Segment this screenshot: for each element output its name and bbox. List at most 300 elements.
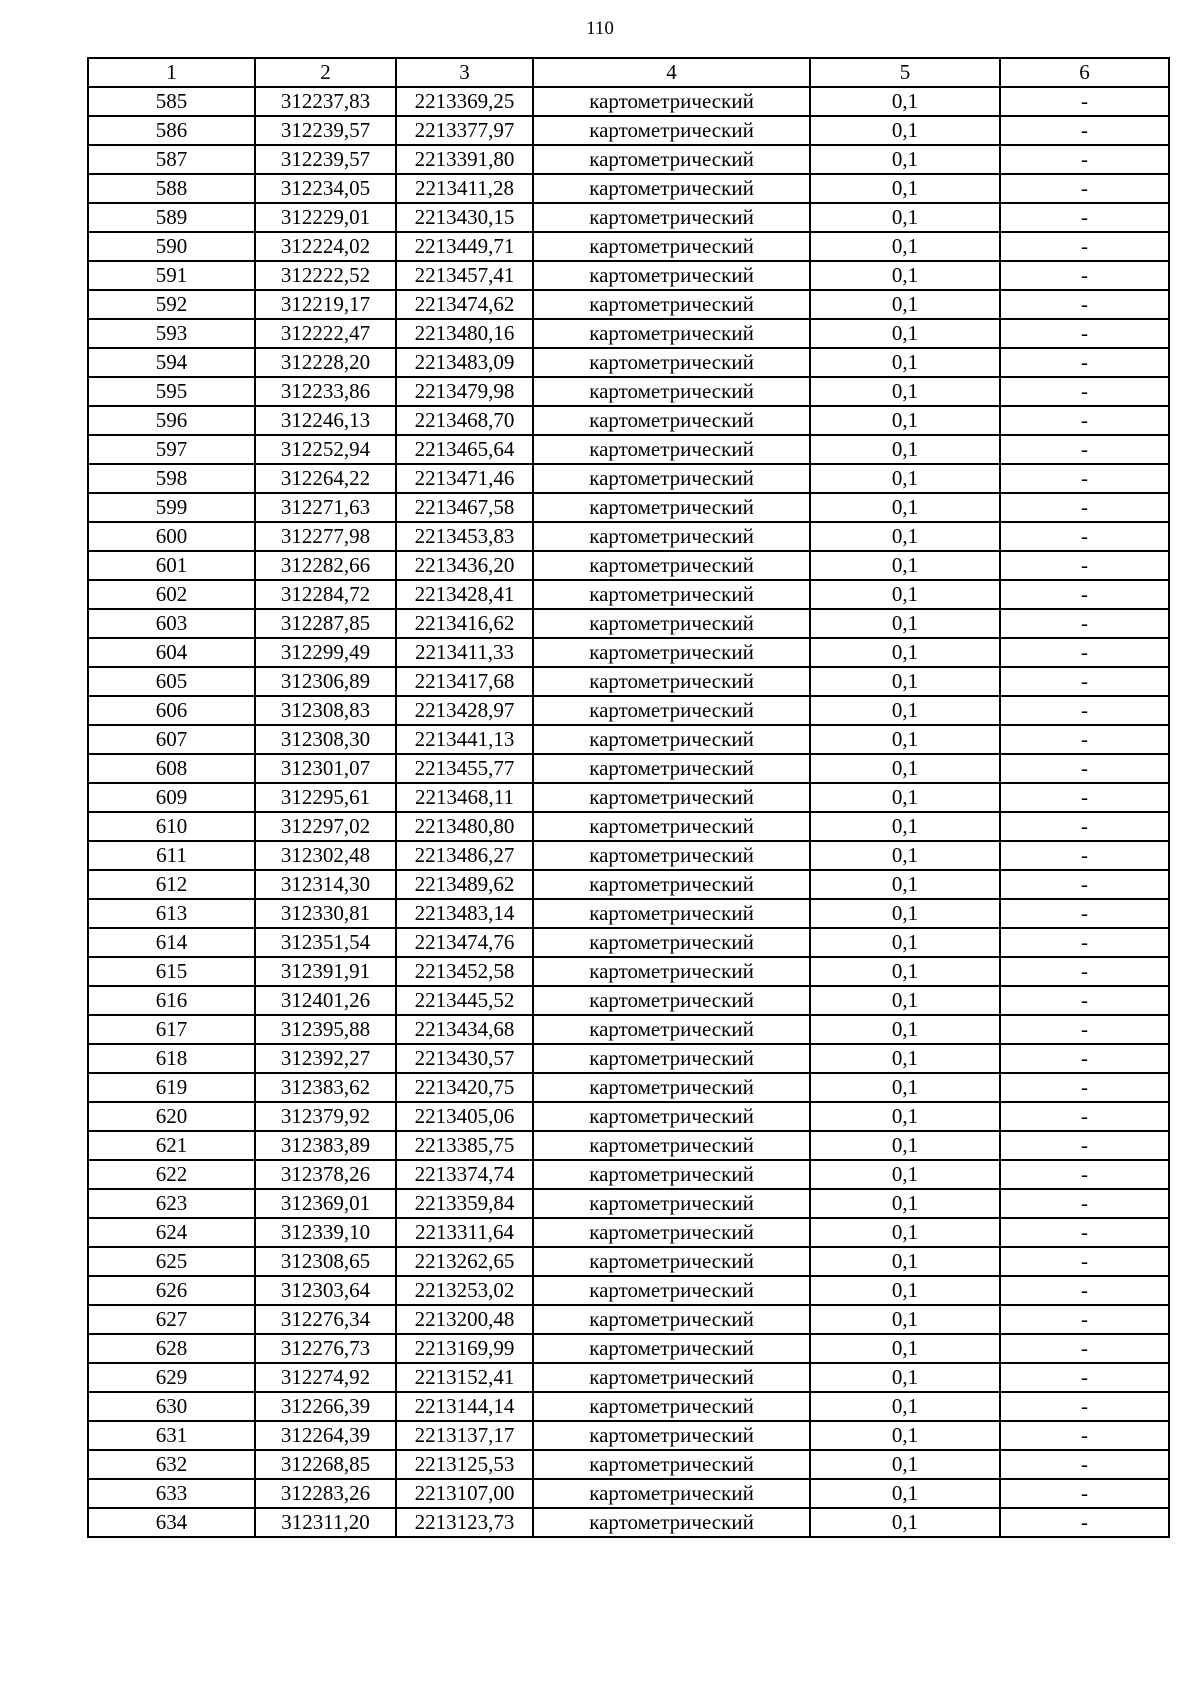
note-cell: - [1000,841,1169,870]
note-cell: - [1000,957,1169,986]
point-number-cell: 631 [88,1421,255,1450]
note-cell: - [1000,1131,1169,1160]
table-row [88,1073,1169,1102]
point-number-cell: 593 [88,319,255,348]
point-number-cell: 630 [88,1392,255,1421]
point-number-cell: 625 [88,1247,255,1276]
method-cell: картометрический [533,870,810,899]
accuracy-cell: 0,1 [810,667,1000,696]
point-number-cell: 588 [88,174,255,203]
note-cell: - [1000,1102,1169,1131]
method-cell: картометрический [533,1421,810,1450]
y-coordinate-cell: 2213474,62 [396,290,533,319]
note-cell: - [1000,551,1169,580]
table-row [88,638,1169,667]
x-coordinate-cell: 312274,92 [255,1363,396,1392]
x-coordinate-cell: 312233,86 [255,377,396,406]
y-coordinate-cell: 2213436,20 [396,551,533,580]
table-row [88,986,1169,1015]
x-coordinate-cell: 312306,89 [255,667,396,696]
method-cell: картометрический [533,1450,810,1479]
note-cell: - [1000,232,1169,261]
table-row [88,667,1169,696]
point-number-cell: 592 [88,290,255,319]
table-row [88,145,1169,174]
table-row [88,1363,1169,1392]
x-coordinate-cell: 312297,02 [255,812,396,841]
y-coordinate-cell: 2213465,64 [396,435,533,464]
accuracy-cell: 0,1 [810,145,1000,174]
y-coordinate-cell: 2213468,70 [396,406,533,435]
note-cell: - [1000,522,1169,551]
accuracy-cell: 0,1 [810,1363,1000,1392]
note-cell: - [1000,145,1169,174]
y-coordinate-cell: 2213123,73 [396,1508,533,1537]
accuracy-cell: 0,1 [810,841,1000,870]
method-cell: картометрический [533,174,810,203]
note-cell: - [1000,1015,1169,1044]
note-cell: - [1000,1044,1169,1073]
note-cell: - [1000,1421,1169,1450]
point-number-cell: 603 [88,609,255,638]
x-coordinate-cell: 312378,26 [255,1160,396,1189]
accuracy-cell: 0,1 [810,1334,1000,1363]
column-header: 4 [533,58,810,87]
y-coordinate-cell: 2213479,98 [396,377,533,406]
point-number-cell: 616 [88,986,255,1015]
page-number: 110 [586,18,614,39]
x-coordinate-cell: 312314,30 [255,870,396,899]
accuracy-cell: 0,1 [810,435,1000,464]
x-coordinate-cell: 312246,13 [255,406,396,435]
table-row [88,1479,1169,1508]
point-number-cell: 624 [88,1218,255,1247]
accuracy-cell: 0,1 [810,87,1000,116]
accuracy-cell: 0,1 [810,406,1000,435]
x-coordinate-cell: 312228,20 [255,348,396,377]
note-cell: - [1000,667,1169,696]
accuracy-cell: 0,1 [810,116,1000,145]
point-number-cell: 606 [88,696,255,725]
point-number-cell: 612 [88,870,255,899]
point-number-cell: 627 [88,1305,255,1334]
x-coordinate-cell: 312264,22 [255,464,396,493]
y-coordinate-cell: 2213311,64 [396,1218,533,1247]
accuracy-cell: 0,1 [810,783,1000,812]
point-number-cell: 599 [88,493,255,522]
x-coordinate-cell: 312229,01 [255,203,396,232]
accuracy-cell: 0,1 [810,1247,1000,1276]
method-cell: картометрический [533,145,810,174]
table-row [88,841,1169,870]
note-cell: - [1000,986,1169,1015]
y-coordinate-cell: 2213455,77 [396,754,533,783]
point-number-cell: 601 [88,551,255,580]
accuracy-cell: 0,1 [810,870,1000,899]
note-cell: - [1000,928,1169,957]
table-row [88,1508,1169,1537]
method-cell: картометрический [533,1305,810,1334]
table-row [88,319,1169,348]
note-cell: - [1000,1508,1169,1537]
x-coordinate-cell: 312308,30 [255,725,396,754]
y-coordinate-cell: 2213405,06 [396,1102,533,1131]
point-number-cell: 617 [88,1015,255,1044]
table-row [88,1131,1169,1160]
x-coordinate-cell: 312392,27 [255,1044,396,1073]
x-coordinate-cell: 312284,72 [255,580,396,609]
method-cell: картометрический [533,1508,810,1537]
table-row [88,406,1169,435]
table-row [88,203,1169,232]
accuracy-cell: 0,1 [810,232,1000,261]
x-coordinate-cell: 312302,48 [255,841,396,870]
point-number-cell: 629 [88,1363,255,1392]
point-number-cell: 604 [88,638,255,667]
point-number-cell: 632 [88,1450,255,1479]
method-cell: картометрический [533,754,810,783]
method-cell: картометрический [533,1189,810,1218]
accuracy-cell: 0,1 [810,174,1000,203]
note-cell: - [1000,174,1169,203]
method-cell: картометрический [533,1276,810,1305]
y-coordinate-cell: 2213434,68 [396,1015,533,1044]
table-row [88,377,1169,406]
table-row [88,493,1169,522]
method-cell: картометрический [533,1160,810,1189]
note-cell: - [1000,464,1169,493]
note-cell: - [1000,696,1169,725]
y-coordinate-cell: 2213441,13 [396,725,533,754]
point-number-cell: 600 [88,522,255,551]
method-cell: картометрический [533,580,810,609]
column-header: 1 [88,58,255,87]
y-coordinate-cell: 2213449,71 [396,232,533,261]
x-coordinate-cell: 312266,39 [255,1392,396,1421]
note-cell: - [1000,493,1169,522]
x-coordinate-cell: 312301,07 [255,754,396,783]
method-cell: картометрический [533,493,810,522]
accuracy-cell: 0,1 [810,1276,1000,1305]
table-row [88,754,1169,783]
table-row [88,899,1169,928]
x-coordinate-cell: 312234,05 [255,174,396,203]
x-coordinate-cell: 312401,26 [255,986,396,1015]
table-row [88,609,1169,638]
point-number-cell: 589 [88,203,255,232]
note-cell: - [1000,783,1169,812]
y-coordinate-cell: 2213374,74 [396,1160,533,1189]
y-coordinate-cell: 2213483,14 [396,899,533,928]
point-number-cell: 610 [88,812,255,841]
point-number-cell: 598 [88,464,255,493]
accuracy-cell: 0,1 [810,290,1000,319]
column-header: 2 [255,58,396,87]
accuracy-cell: 0,1 [810,1102,1000,1131]
note-cell: - [1000,290,1169,319]
note-cell: - [1000,1160,1169,1189]
y-coordinate-cell: 2213391,80 [396,145,533,174]
method-cell: картометрический [533,1392,810,1421]
x-coordinate-cell: 312224,02 [255,232,396,261]
y-coordinate-cell: 2213474,76 [396,928,533,957]
note-cell: - [1000,1479,1169,1508]
accuracy-cell: 0,1 [810,319,1000,348]
note-cell: - [1000,1189,1169,1218]
accuracy-cell: 0,1 [810,638,1000,667]
table-row [88,1421,1169,1450]
table-row [88,232,1169,261]
point-number-cell: 605 [88,667,255,696]
note-cell: - [1000,348,1169,377]
method-cell: картометрический [533,1247,810,1276]
y-coordinate-cell: 2213359,84 [396,1189,533,1218]
point-number-cell: 586 [88,116,255,145]
x-coordinate-cell: 312351,54 [255,928,396,957]
accuracy-cell: 0,1 [810,464,1000,493]
y-coordinate-cell: 2213483,09 [396,348,533,377]
accuracy-cell: 0,1 [810,928,1000,957]
y-coordinate-cell: 2213152,41 [396,1363,533,1392]
note-cell: - [1000,899,1169,928]
accuracy-cell: 0,1 [810,348,1000,377]
point-number-cell: 591 [88,261,255,290]
x-coordinate-cell: 312330,81 [255,899,396,928]
y-coordinate-cell: 2213428,97 [396,696,533,725]
point-number-cell: 628 [88,1334,255,1363]
accuracy-cell: 0,1 [810,899,1000,928]
x-coordinate-cell: 312276,73 [255,1334,396,1363]
coordinates-table [87,57,1170,1538]
x-coordinate-cell: 312239,57 [255,116,396,145]
accuracy-cell: 0,1 [810,812,1000,841]
note-cell: - [1000,406,1169,435]
table-row [88,435,1169,464]
note-cell: - [1000,1334,1169,1363]
y-coordinate-cell: 2213200,48 [396,1305,533,1334]
note-cell: - [1000,319,1169,348]
accuracy-cell: 0,1 [810,1305,1000,1334]
table-row [88,580,1169,609]
accuracy-cell: 0,1 [810,1189,1000,1218]
y-coordinate-cell: 2213137,17 [396,1421,533,1450]
point-number-cell: 594 [88,348,255,377]
accuracy-cell: 0,1 [810,1073,1000,1102]
y-coordinate-cell: 2213169,99 [396,1334,533,1363]
method-cell: картометрический [533,87,810,116]
y-coordinate-cell: 2213430,15 [396,203,533,232]
x-coordinate-cell: 312268,85 [255,1450,396,1479]
accuracy-cell: 0,1 [810,986,1000,1015]
x-coordinate-cell: 312287,85 [255,609,396,638]
note-cell: - [1000,754,1169,783]
accuracy-cell: 0,1 [810,522,1000,551]
accuracy-cell: 0,1 [810,261,1000,290]
y-coordinate-cell: 2213411,28 [396,174,533,203]
table-row [88,1450,1169,1479]
point-number-cell: 585 [88,87,255,116]
method-cell: картометрический [533,667,810,696]
x-coordinate-cell: 312276,34 [255,1305,396,1334]
note-cell: - [1000,609,1169,638]
point-number-cell: 614 [88,928,255,957]
method-cell: картометрический [533,928,810,957]
method-cell: картометрический [533,261,810,290]
note-cell: - [1000,116,1169,145]
point-number-cell: 587 [88,145,255,174]
x-coordinate-cell: 312379,92 [255,1102,396,1131]
note-cell: - [1000,870,1169,899]
note-cell: - [1000,1276,1169,1305]
note-cell: - [1000,87,1169,116]
accuracy-cell: 0,1 [810,551,1000,580]
point-number-cell: 608 [88,754,255,783]
point-number-cell: 611 [88,841,255,870]
method-cell: картометрический [533,696,810,725]
method-cell: картометрический [533,203,810,232]
method-cell: картометрический [533,1044,810,1073]
method-cell: картометрический [533,725,810,754]
method-cell: картометрический [533,232,810,261]
accuracy-cell: 0,1 [810,1015,1000,1044]
point-number-cell: 615 [88,957,255,986]
y-coordinate-cell: 2213262,65 [396,1247,533,1276]
y-coordinate-cell: 2213430,57 [396,1044,533,1073]
x-coordinate-cell: 312311,20 [255,1508,396,1537]
point-number-cell: 602 [88,580,255,609]
point-number-cell: 623 [88,1189,255,1218]
x-coordinate-cell: 312308,83 [255,696,396,725]
method-cell: картометрический [533,377,810,406]
accuracy-cell: 0,1 [810,493,1000,522]
x-coordinate-cell: 312283,26 [255,1479,396,1508]
accuracy-cell: 0,1 [810,1479,1000,1508]
y-coordinate-cell: 2213471,46 [396,464,533,493]
y-coordinate-cell: 2213411,33 [396,638,533,667]
note-cell: - [1000,1218,1169,1247]
point-number-cell: 618 [88,1044,255,1073]
x-coordinate-cell: 312295,61 [255,783,396,812]
x-coordinate-cell: 312252,94 [255,435,396,464]
x-coordinate-cell: 312237,83 [255,87,396,116]
point-number-cell: 621 [88,1131,255,1160]
x-coordinate-cell: 312239,57 [255,145,396,174]
y-coordinate-cell: 2213453,83 [396,522,533,551]
table-row [88,1305,1169,1334]
note-cell: - [1000,1305,1169,1334]
x-coordinate-cell: 312264,39 [255,1421,396,1450]
y-coordinate-cell: 2213416,62 [396,609,533,638]
method-cell: картометрический [533,1334,810,1363]
note-cell: - [1000,638,1169,667]
x-coordinate-cell: 312222,52 [255,261,396,290]
accuracy-cell: 0,1 [810,696,1000,725]
x-coordinate-cell: 312222,47 [255,319,396,348]
x-coordinate-cell: 312299,49 [255,638,396,667]
table-row [88,290,1169,319]
method-cell: картометрический [533,1363,810,1392]
note-cell: - [1000,1392,1169,1421]
method-cell: картометрический [533,1073,810,1102]
accuracy-cell: 0,1 [810,609,1000,638]
column-header: 6 [1000,58,1169,87]
table-row [88,1189,1169,1218]
method-cell: картометрический [533,841,810,870]
method-cell: картометрический [533,348,810,377]
table-header-row [88,58,1169,87]
y-coordinate-cell: 2213486,27 [396,841,533,870]
x-coordinate-cell: 312282,66 [255,551,396,580]
y-coordinate-cell: 2213480,16 [396,319,533,348]
method-cell: картометрический [533,812,810,841]
y-coordinate-cell: 2213420,75 [396,1073,533,1102]
column-header: 5 [810,58,1000,87]
table-row [88,87,1169,116]
accuracy-cell: 0,1 [810,1044,1000,1073]
method-cell: картометрический [533,551,810,580]
y-coordinate-cell: 2213385,75 [396,1131,533,1160]
note-cell: - [1000,377,1169,406]
table-row [88,696,1169,725]
point-number-cell: 595 [88,377,255,406]
x-coordinate-cell: 312303,64 [255,1276,396,1305]
point-number-cell: 607 [88,725,255,754]
point-number-cell: 634 [88,1508,255,1537]
x-coordinate-cell: 312369,01 [255,1189,396,1218]
y-coordinate-cell: 2213489,62 [396,870,533,899]
table-row [88,522,1169,551]
y-coordinate-cell: 2213467,58 [396,493,533,522]
point-number-cell: 626 [88,1276,255,1305]
point-number-cell: 596 [88,406,255,435]
table-row [88,551,1169,580]
x-coordinate-cell: 312395,88 [255,1015,396,1044]
table-row [88,464,1169,493]
method-cell: картометрический [533,1218,810,1247]
table-row [88,174,1169,203]
x-coordinate-cell: 312308,65 [255,1247,396,1276]
method-cell: картометрический [533,957,810,986]
table-body [88,87,1169,1537]
x-coordinate-cell: 312277,98 [255,522,396,551]
table-row [88,1102,1169,1131]
method-cell: картометрический [533,522,810,551]
accuracy-cell: 0,1 [810,1450,1000,1479]
y-coordinate-cell: 2213480,80 [396,812,533,841]
method-cell: картометрический [533,290,810,319]
table-row [88,1160,1169,1189]
accuracy-cell: 0,1 [810,377,1000,406]
y-coordinate-cell: 2213445,52 [396,986,533,1015]
point-number-cell: 609 [88,783,255,812]
y-coordinate-cell: 2213107,00 [396,1479,533,1508]
table-row [88,812,1169,841]
method-cell: картометрический [533,1015,810,1044]
x-coordinate-cell: 312383,89 [255,1131,396,1160]
method-cell: картометрический [533,1102,810,1131]
y-coordinate-cell: 2213377,97 [396,116,533,145]
y-coordinate-cell: 2213428,41 [396,580,533,609]
table-row [88,725,1169,754]
accuracy-cell: 0,1 [810,1131,1000,1160]
table-row [88,261,1169,290]
table-row [88,1247,1169,1276]
method-cell: картометрический [533,899,810,928]
point-number-cell: 620 [88,1102,255,1131]
note-cell: - [1000,1247,1169,1276]
y-coordinate-cell: 2213452,58 [396,957,533,986]
method-cell: картометрический [533,638,810,667]
